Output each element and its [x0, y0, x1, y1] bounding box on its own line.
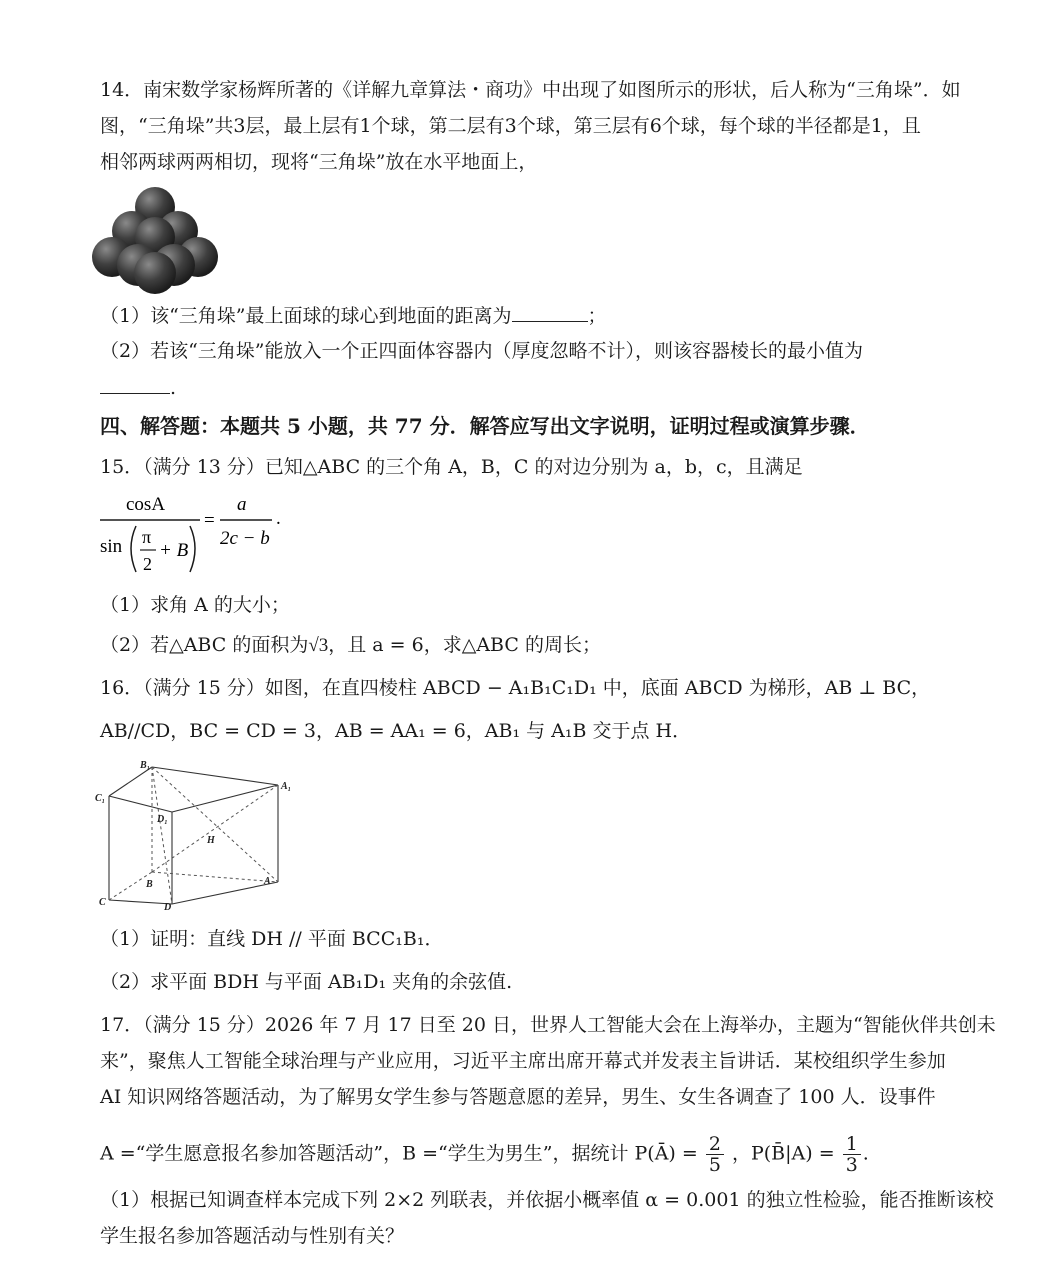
eq-sin: sin — [100, 536, 123, 557]
q14-sub2-answer — [100, 375, 176, 400]
eq-dot: . — [276, 508, 281, 529]
fraction-p-abar — [706, 1134, 724, 1175]
q15-sub1: （1）求角 A 的大小； — [100, 594, 290, 616]
answer-blank[interactable] — [100, 375, 170, 394]
frac1-den: 5 — [708, 1154, 721, 1176]
eq-plus-b: + B — [159, 540, 189, 561]
label-H: H — [207, 835, 215, 846]
eq-rhs-numerator: a — [237, 494, 247, 515]
q17-line1: 17．（满分 15 分）2026 年 7 月 17 日至 20 日，世界人工智能大会在上海举办，主题为“智能伙伴共创未 — [100, 1014, 996, 1036]
label-C1: C₁ — [95, 793, 106, 804]
q16-sub2: （2）求平面 BDH 与平面 AB₁D₁ 夹角的余弦值. — [100, 971, 513, 993]
q16-sub1: （1）证明：直线 DH // 平面 BCC₁B₁． — [100, 928, 444, 950]
q17-sub1-line1: （1）根据已知调查样本完成下列 2×2 列联表，并依据小概率值 α = 0.001 的独立性检验，能否推断该校 — [100, 1189, 994, 1211]
q17-sub1-line2: 学生报名参加答题活动与性别有关？ — [100, 1225, 405, 1247]
frac1-num: 2 — [706, 1134, 724, 1155]
label-B1: B₁ — [140, 760, 151, 771]
q14-sub1-end: ； — [587, 305, 607, 327]
eq-two: 2 — [143, 554, 152, 574]
q15-equation — [96, 488, 296, 580]
q14-sub1 — [100, 303, 607, 328]
sphere — [134, 252, 176, 294]
q17-line4-end: . — [862, 1142, 869, 1165]
eq-pi: π — [142, 527, 152, 547]
answer-blank[interactable] — [512, 303, 588, 322]
q14-sub2: （2）若该“三角垛”能放入一个正四面体容器内（厚度忽略不计），则该容器棱长的最小值为 — [100, 340, 864, 362]
q15-sub2-b: ，且 a = 6，求△ABC 的周长； — [328, 634, 601, 656]
fraction-p-bbar-given-a — [843, 1134, 861, 1175]
q16-line1: 16．（满分 15 分）如图，在直四棱柱 ABCD − A₁B₁C₁D₁ 中，底面 ABCD 为梯形，AB ⊥ BC， — [100, 677, 931, 699]
label-B: B — [146, 879, 153, 890]
q16-line2: AB//CD，BC = CD = 3，AB = AA₁ = 6，AB₁ 与 A₁B 交于点 H． — [100, 720, 692, 742]
q15-sub2 — [100, 633, 601, 658]
q17-line3: AI 知识网络答题活动，为了解男女学生参与答题意愿的差异，男生、女生各调查了 100 人．设事件 — [100, 1086, 936, 1108]
eq-rhs-denominator: 2c − b — [220, 528, 270, 549]
q14-sub2-end: . — [170, 377, 177, 399]
q17-line4 — [100, 1134, 869, 1175]
q17-line2: 来”，聚焦人工智能全球治理与产业应用，习近平主席出席开幕式并发表主旨讲话．某校组织学生参加 — [100, 1050, 946, 1072]
q15-sub2-a: （2）若△ABC 的面积为 — [100, 634, 309, 656]
label-D: D — [164, 902, 172, 913]
label-D1: D₁ — [157, 814, 168, 825]
q14-line3: 相邻两球两两相切，现将“三角垛”放在水平地面上， — [100, 151, 538, 173]
sqrt3: √3 — [308, 635, 329, 656]
q14-line2: 图，“三角垛”共3层，最上层有1个球，第二层有3个球，第三层有6个球，每个球的半径都是1，且 — [100, 115, 921, 137]
eq-equals: = — [204, 510, 215, 531]
q14-line1: 14．南宋数学家杨辉所著的《详解九章算法・商功》中出现了如图所示的形状，后人称为“三角垛”．如 — [100, 79, 961, 101]
label-A1: A₁ — [281, 781, 292, 792]
frac2-num: 1 — [843, 1134, 861, 1155]
section-heading: 四、解答题：本题共 5 小题，共 77 分．解答应写出文字说明，证明过程或演算步骤． — [100, 414, 870, 438]
eq-numerator: cosA — [126, 494, 166, 515]
label-C: C — [99, 897, 106, 908]
q17-line4-a: A =“学生愿意报名参加答题活动”，B =“学生为男生”，据统计 P(Ā) = — [100, 1142, 698, 1165]
q14-sub1-text: （1）该“三角垛”最上面球的球心到地面的距离为 — [100, 305, 512, 327]
triangular-stack-figure — [90, 185, 220, 295]
q15-intro: 15．（满分 13 分）已知△ABC 的三个角 A，B，C 的对边分别为 a，b，c，且满足 — [100, 456, 803, 478]
label-A: A — [264, 876, 271, 887]
q17-line4-b: ，P(B̄|A) = — [731, 1142, 835, 1165]
frac2-den: 3 — [845, 1154, 858, 1176]
prism-figure — [92, 752, 302, 914]
